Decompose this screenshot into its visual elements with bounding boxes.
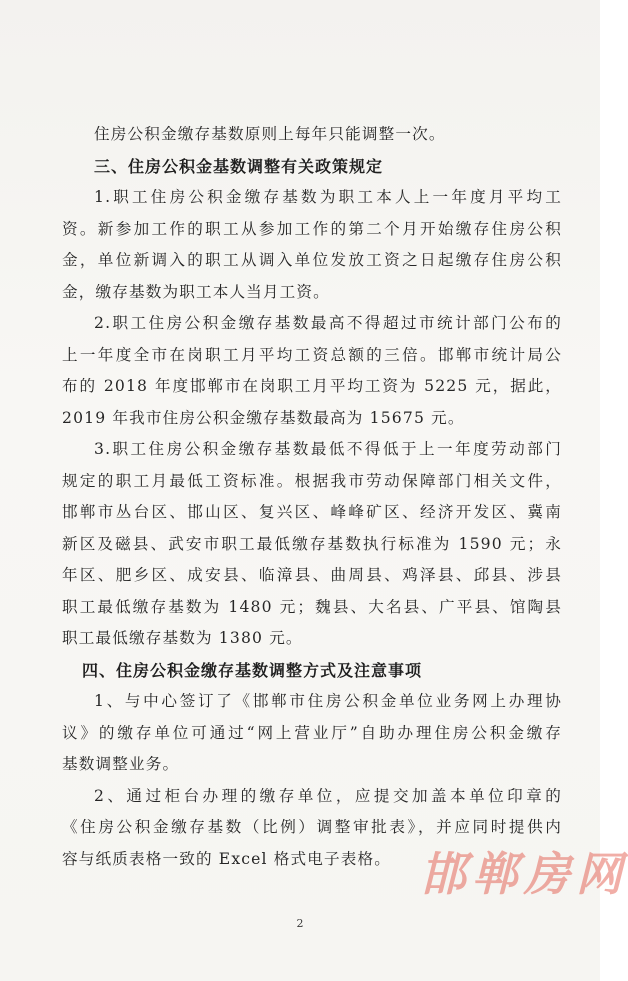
paragraph-2-line: 上一年度全市在岗职工月平均工资总额的三倍。邯郸市统计局公	[62, 345, 562, 364]
paragraph-3-line: 规定的职工月最低工资标准。根据我市劳动保障部门相关文件，	[62, 471, 562, 490]
paragraph-4-line: 议》的缴存单位可通过“网上营业厅”自助办理住房公积金缴存	[62, 723, 562, 742]
text-line: 住房公积金缴存基数原则上每年只能调整一次。	[94, 125, 446, 143]
paragraph-1-line: 金，缴存基数为职工本人当月工资。	[62, 282, 330, 301]
paragraph-2-line: 2.职工住房公积金缴存基数最高不得超过市统计部门公布的	[94, 314, 562, 332]
paragraph-5-line: 容与纸质表格一致的 Excel 格式电子表格。	[62, 849, 391, 868]
watermark-logo: 邯郸房网	[420, 847, 628, 901]
paragraph-3-line: 3.职工住房公积金缴存基数最低不得低于上一年度劳动部门	[94, 440, 562, 458]
paragraph-1-line: 金，单位新调入的职工从调入单位发放工资之日起缴存住房公积	[62, 251, 562, 269]
section-heading-3: 三、住房公积金基数调整有关政策规定	[94, 156, 384, 176]
paragraph-1-line: 1.职工住房公积金缴存基数为职工本人上一年度月平均工	[94, 188, 562, 206]
paragraph-2-line: 2019 年我市住房公积金缴存基数最高为 15675 元。	[62, 408, 465, 427]
paragraph-3-line: 职工最低缴存基数为 1480 元；魏县、大名县、广平县、馆陶县	[62, 597, 562, 616]
paragraph-5-line: 2、通过柜台办理的缴存单位，应提交加盖本单位印章的	[94, 786, 562, 805]
paragraph-3-line: 年区、肥乡区、成安县、临漳县、曲周县、鸡泽县、邱县、涉县	[62, 566, 562, 584]
paragraph-3-line: 新区及磁县、武安市职工最低缴存基数执行标准为 1590 元；永	[62, 534, 562, 553]
section-heading-4: 四、住房公积金缴存基数调整方式及注意事项	[82, 660, 423, 680]
page-number: 2	[296, 917, 304, 930]
document-body	[62, 119, 582, 875]
paragraph-4-line: 1、与中心签订了《邯郸市住房公积金单位业务网上办理协	[94, 692, 562, 710]
paragraph-3-line: 职工最低缴存基数为 1380 元。	[62, 629, 303, 647]
paragraph-5-line: 《住房公积金缴存基数（比例）调整审批表》，并应同时提供内	[62, 818, 562, 836]
paragraph-2-line: 布的 2018 年度邯郸市在岗职工月平均工资为 5225 元，据此，	[62, 377, 562, 395]
paragraph-4-line: 基数调整业务。	[62, 755, 180, 773]
paragraph-1-line: 资。新参加工作的职工从参加工作的第二个月开始缴存住房公积	[62, 219, 562, 238]
paragraph-3-line: 邯郸市丛台区、邯山区、复兴区、峰峰矿区、经济开发区、冀南	[62, 503, 562, 521]
